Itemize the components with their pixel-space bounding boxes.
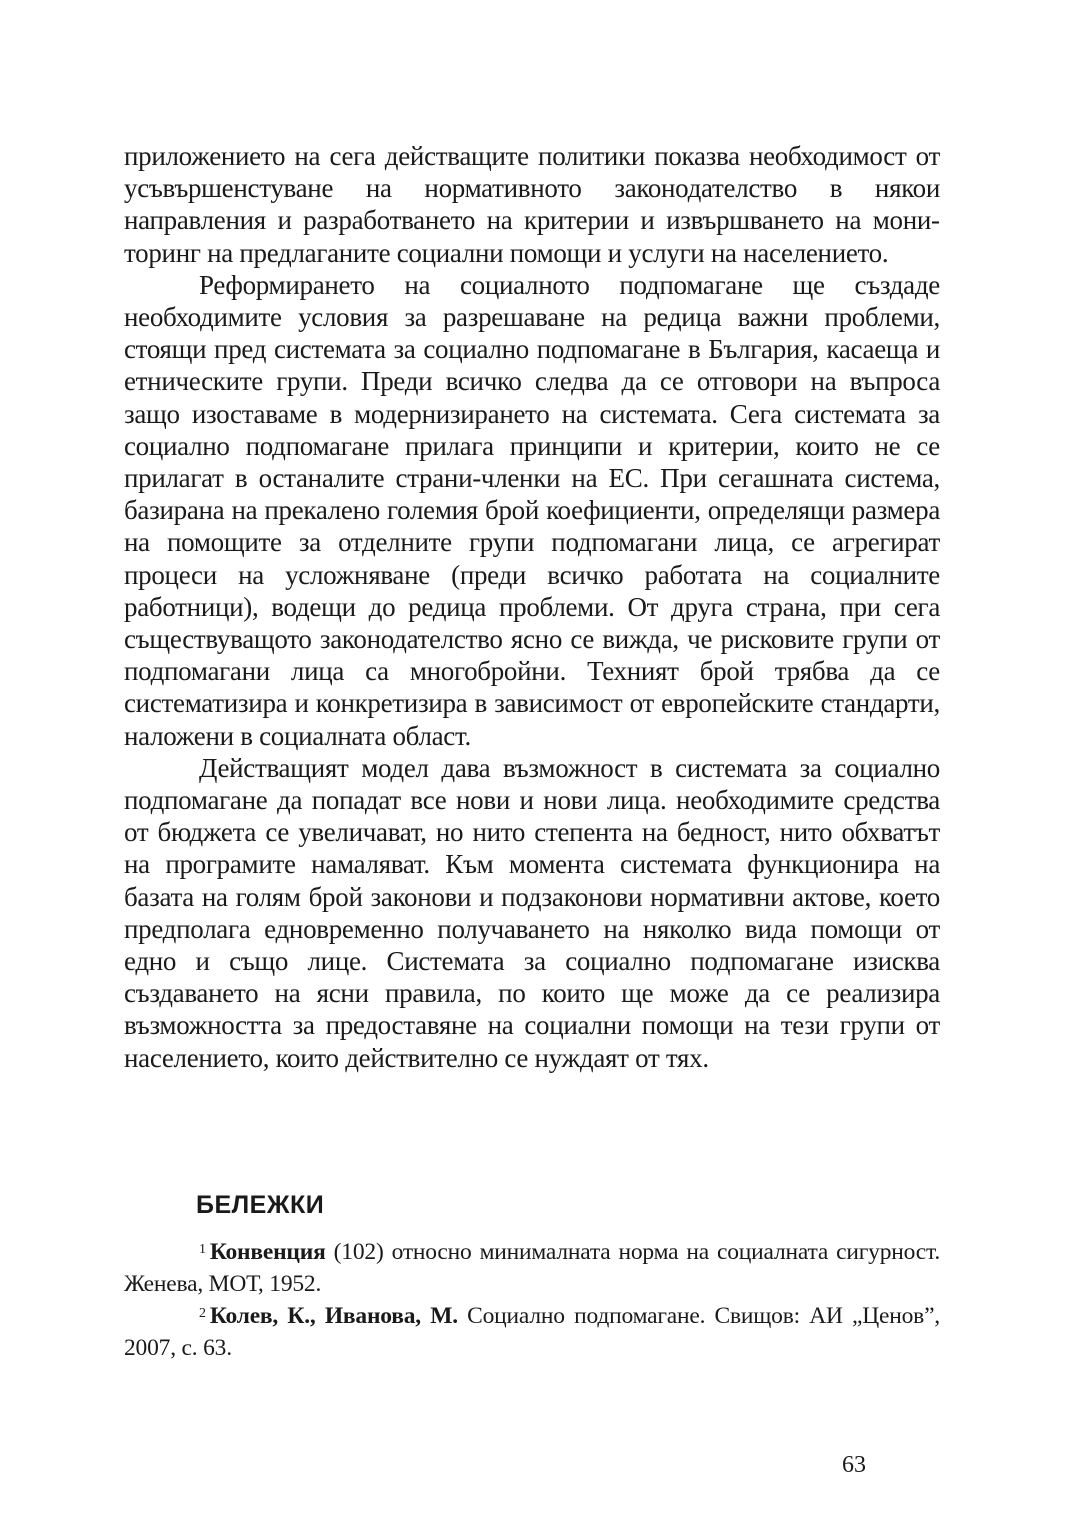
footnote-2	[124, 1300, 940, 1364]
body-text	[124, 140, 940, 1074]
notes-heading: БЕЛЕЖКИ	[196, 1191, 325, 1219]
footnote-number: 2	[199, 1306, 206, 1321]
footnote-1	[124, 1236, 940, 1300]
page-body	[124, 140, 940, 1074]
footnote-text: (102) относно минималната норма на социалната сигурност. Женева, МОТ, 1952.	[124, 1239, 940, 1297]
footnote-text: Социално подпомагане. Свищов: АИ „Ценов”, 2007, с. 63.	[124, 1303, 940, 1361]
notes-list	[124, 1236, 940, 1364]
paragraph-2: Реформирането на социалното подпомагане ще създаде необходимите условия за разрешаване на редица важни проблеми, стоящи пред системата за социално подпомагане в България, касаеща и етническите групи. Преди всичко следва да се отговори на въпроса защо изоставаме в модернизирането на системата. Сега системата за социално подпомагане прилага принципи и критерии, които не се прилагат в останалите страни-членки на ЕС. При сегашната система, базирана на прекалено големия брой коефициенти, определящи размера на помощите за отделните групи подпомагани лица, се агрегират процеси на усложняване (преди всичко работата на социалните работници), водещи до редица проблеми. От друга страна, при сега съществуващото законодателство ясно се вижда, че рисковите групи от подпомагани лица са многобройни. Техният брой трябва да се систематизира и конкретизира в зависимост от европейските стандарти, наложени в социалната област.	[124, 269, 940, 751]
footnote-author: Конвенция	[209, 1239, 326, 1265]
footnote-number: 1	[199, 1242, 206, 1257]
footnote-author: Колев, К., Иванова, М.	[209, 1303, 458, 1329]
paragraph-3: Действащият модел дава възможност в системата за социално подпомагане да попадат все нови и нови лица. необходимите средства от бюджета се увеличават, но нито степента на бедност, нито обхватът на програмите намаляват. Към момента системата функционира на базата на голям брой законови и подзаконови нормативни актове, което предполага едновременно получаването на няколко вида помощи от едно и също лице. Системата за социално подпомагане изисква създаването на ясни правила, по които ще може да се реализира възможността за предоставяне на социални помощи на тези групи от населението, които действително се нуждаят от тях.	[124, 752, 940, 1073]
paragraph-1: приложението на сега действащите политики показва необходимост от усъвършенстуване на нормативното законодателство в някои направления и разработването на критерии и извършването на мониторинг на предлаганите социални помощи и услуги на населението.	[124, 141, 940, 268]
page-number: 63	[842, 1452, 866, 1478]
